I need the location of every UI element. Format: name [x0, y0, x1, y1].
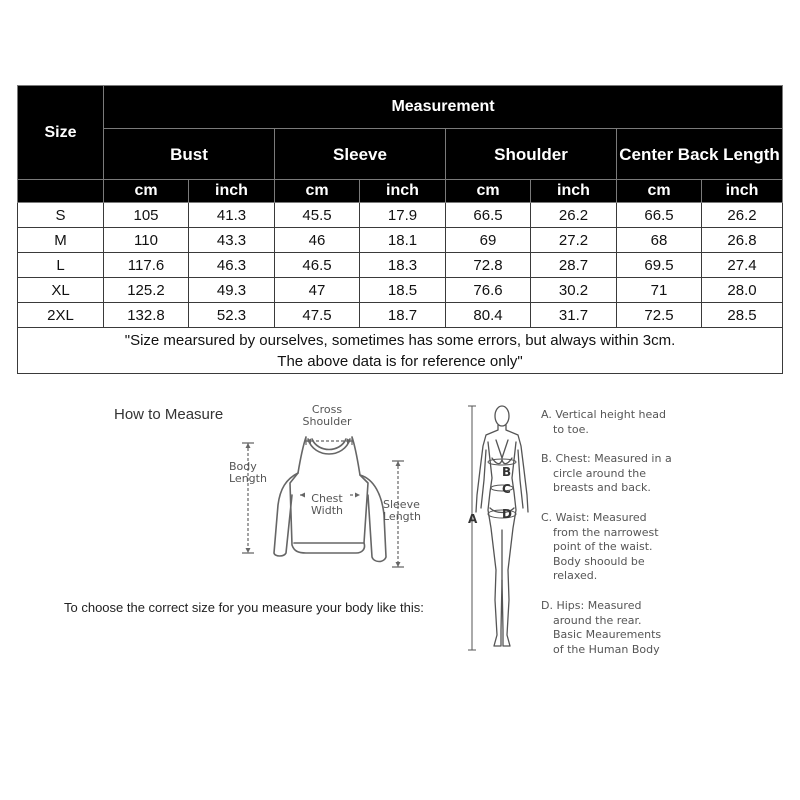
- value-cell: 18.5: [360, 278, 446, 303]
- value-cell: 69: [446, 228, 531, 253]
- sleeve-length-line2: Length: [383, 510, 421, 523]
- unit-header: inch: [531, 180, 617, 203]
- legend-c: [541, 511, 659, 584]
- value-cell: 80.4: [446, 303, 531, 328]
- shoulder-header: Shoulder: [446, 129, 617, 180]
- note-line-2: The above data is for reference only": [277, 352, 523, 370]
- legend-c-line: C. Waist: Measured: [541, 511, 647, 524]
- value-cell: 18.3: [360, 253, 446, 278]
- value-cell: 69.5: [617, 253, 702, 278]
- legend-a-line: to toe.: [553, 422, 589, 436]
- mark-b: B: [502, 465, 512, 479]
- value-cell: 117.6: [104, 253, 189, 278]
- table-row: [18, 303, 783, 328]
- value-cell: 132.8: [104, 303, 189, 328]
- value-cell: 28.0: [702, 278, 783, 303]
- note-line-1: "Size mearsured by ourselves, sometimes has some errors, but always within 3cm.: [124, 331, 676, 349]
- value-cell: 49.3: [189, 278, 275, 303]
- table-row: [18, 203, 783, 228]
- unit-header: cm: [446, 180, 531, 203]
- value-cell: 41.3: [189, 203, 275, 228]
- value-cell: 66.5: [617, 203, 702, 228]
- body-length-line2: Length: [229, 472, 267, 485]
- value-cell: 66.5: [446, 203, 531, 228]
- value-cell: 71: [617, 278, 702, 303]
- legend-b: [541, 452, 672, 496]
- legend-c-line: point of the waist.: [553, 540, 653, 554]
- legend-d-line: Basic Meaurements: [553, 628, 662, 642]
- value-cell: 28.7: [531, 253, 617, 278]
- legend-c-line: from the narrowest: [553, 525, 659, 539]
- value-cell: 47.5: [275, 303, 360, 328]
- value-cell: 68: [617, 228, 702, 253]
- cross-shoulder-line1: Cross: [311, 403, 343, 416]
- value-cell: 18.1: [360, 228, 446, 253]
- legend-d-line: D. Hips: Measured: [541, 599, 642, 612]
- sleeve-length-line1: Sleeve: [383, 498, 420, 511]
- mark-d: D: [502, 507, 512, 521]
- value-cell: 72.5: [617, 303, 702, 328]
- legend-c-line: Body shoould be: [553, 554, 645, 568]
- chest-width-label: [305, 493, 349, 517]
- value-cell: 46.3: [189, 253, 275, 278]
- size-chart-table: [17, 85, 783, 374]
- value-cell: 47: [275, 278, 360, 303]
- table-row: [18, 253, 783, 278]
- body-length-line1: Body: [229, 460, 257, 473]
- unit-header: inch: [702, 180, 783, 203]
- instruction-text: To choose the correct size for you measure your body like this:: [64, 600, 424, 615]
- cross-shoulder-line2: Shoulder: [302, 415, 352, 428]
- legend-d: [541, 599, 661, 657]
- value-cell: 110: [104, 228, 189, 253]
- table-row: [18, 228, 783, 253]
- value-cell: 52.3: [189, 303, 275, 328]
- chest-width-line2: Width: [311, 504, 343, 517]
- legend-a-line: A. Vertical height head: [541, 408, 667, 421]
- sleeve-length-label: [383, 499, 425, 523]
- size-unit-spacer: [18, 180, 104, 203]
- how-to-measure-title: How to Measure: [114, 406, 224, 423]
- table-note: [18, 328, 783, 374]
- value-cell: 46.5: [275, 253, 360, 278]
- value-cell: 27.2: [531, 228, 617, 253]
- legend-b-line: B. Chest: Measured in a: [541, 452, 672, 465]
- legend-c-line: relaxed.: [553, 569, 598, 583]
- unit-header: cm: [275, 180, 360, 203]
- value-cell: 125.2: [104, 278, 189, 303]
- unit-header: cm: [104, 180, 189, 203]
- value-cell: 76.6: [446, 278, 531, 303]
- value-cell: 26.2: [702, 203, 783, 228]
- value-cell: 46: [275, 228, 360, 253]
- value-cell: 72.8: [446, 253, 531, 278]
- value-cell: 17.9: [360, 203, 446, 228]
- value-cell: 28.5: [702, 303, 783, 328]
- mark-c: C: [502, 482, 511, 496]
- size-cell: S: [18, 203, 104, 228]
- size-table-body: [18, 203, 783, 374]
- value-cell: 30.2: [531, 278, 617, 303]
- sleeve-header: Sleeve: [275, 129, 446, 180]
- size-cell: M: [18, 228, 104, 253]
- unit-header: inch: [189, 180, 275, 203]
- value-cell: 43.3: [189, 228, 275, 253]
- legend-b-line: breasts and back.: [553, 481, 651, 495]
- body-figure-illustration: [466, 400, 538, 660]
- body-length-label: [229, 461, 269, 485]
- value-cell: 26.8: [702, 228, 783, 253]
- table-row: [18, 278, 783, 303]
- value-cell: 31.7: [531, 303, 617, 328]
- size-cell: XL: [18, 278, 104, 303]
- value-cell: 18.7: [360, 303, 446, 328]
- size-cell: 2XL: [18, 303, 104, 328]
- chest-width-line1: Chest: [311, 492, 343, 505]
- value-cell: 27.4: [702, 253, 783, 278]
- value-cell: 105: [104, 203, 189, 228]
- center-back-length-header: Center Back Length: [617, 129, 783, 180]
- legend-d-line: around the rear.: [553, 613, 642, 627]
- value-cell: 45.5: [275, 203, 360, 228]
- unit-header: cm: [617, 180, 702, 203]
- unit-header: inch: [360, 180, 446, 203]
- size-cell: L: [18, 253, 104, 278]
- bust-header: Bust: [104, 129, 275, 180]
- legend-b-line: circle around the: [553, 466, 646, 480]
- mark-a: A: [468, 512, 478, 526]
- legend-a: [541, 408, 666, 437]
- measurement-header: Measurement: [104, 86, 783, 129]
- value-cell: 26.2: [531, 203, 617, 228]
- cross-shoulder-label: [302, 404, 352, 428]
- size-header: Size: [18, 86, 104, 180]
- legend-d-line: of the Human Body: [553, 642, 660, 656]
